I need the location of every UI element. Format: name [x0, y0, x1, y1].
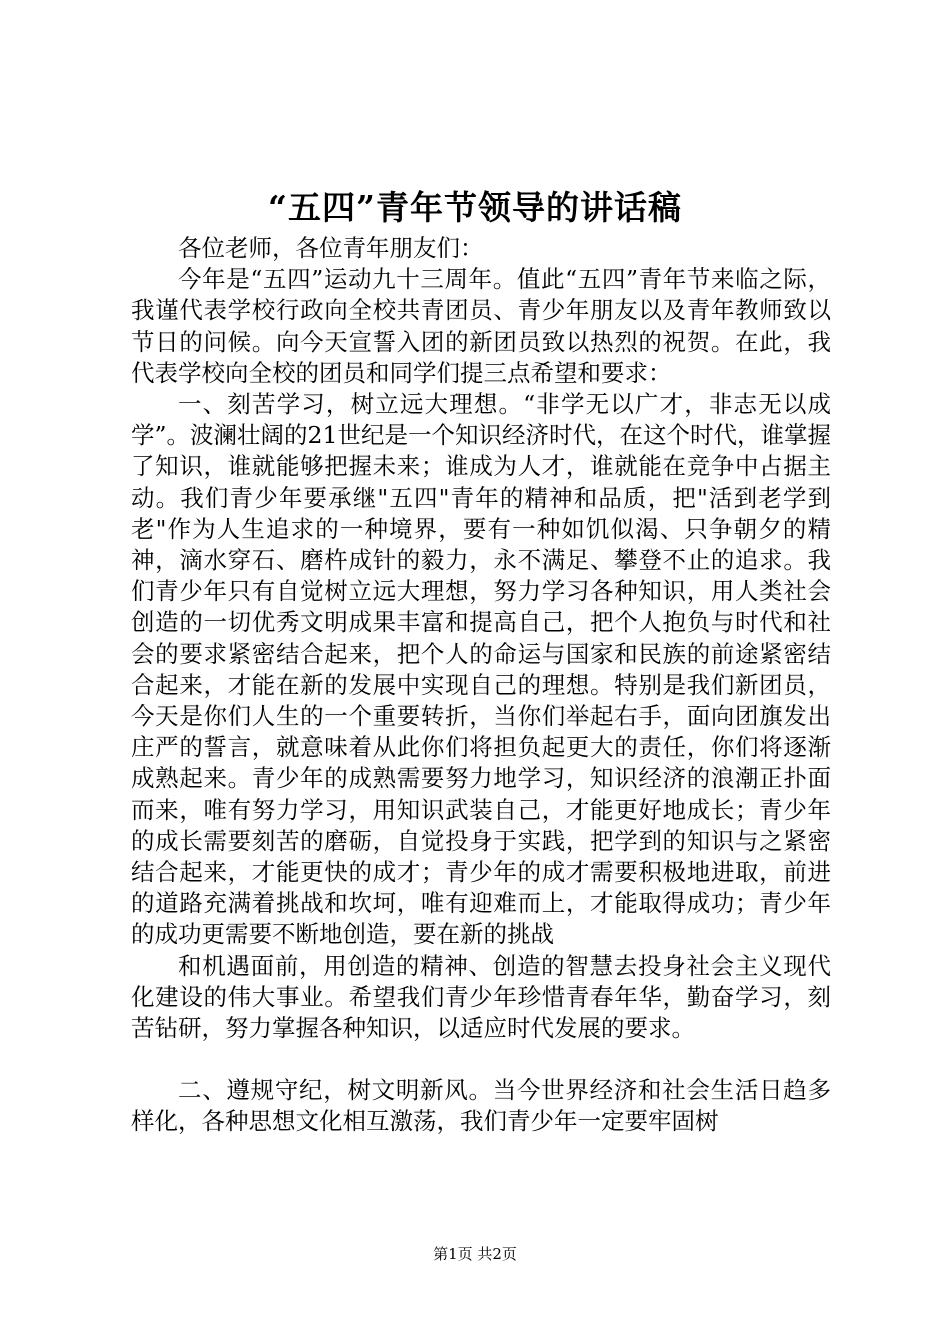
document-title: “五四”青年节领导的讲话稿 — [268, 188, 682, 227]
document-body — [131, 233, 831, 1138]
page-number-footer: 第1页 共2页 — [433, 1245, 517, 1263]
intro-paragraph: 今年是“五四”运动九十三周年。值此“五四”青年节来临之际，我谨代表学校行政向全校共青团员、青少年朋友以及青年教师致以节日的问候。向今天宣誓入团的新团员致以热烈的祝贺。在此，我代表学校向全校的团员和同学们提三点希望和要求： — [131, 265, 831, 387]
section-two-paragraph: 二、遵规守纪，树文明新风。当今世界经济和社会生活日趋多样化，各种思想文化相互激荡，我们青少年一定要牢固树 — [131, 1076, 831, 1136]
salutation-paragraph: 各位老师，各位青年朋友们： — [178, 234, 484, 262]
section-one-paragraph: 一、刻苦学习，树立远大理想。“非学无以广才，非志无以成学”。波澜壮阔的21世纪是一个知识经济时代，在这个时代，谁掌握了知识，谁就能够把握未来；谁成为人才，谁就能在竞争中占据主动。我们青少年要承继"五四"青年的精神和品质，把"活到老学到老"作为人生追求的一种境界，要有一种如饥似渴、只争朝夕的精神，滴水穿石、磨杵成针的毅力，永不满足、攀登不止的追求。我们青少年只有自觉树立远大理想，努力学习各种知识，用人类社会创造的一切优秀文明成果丰富和提高自己，把个人抱负与时代和社会的要求紧密结合起来，把个人的命运与国家和民族的前途紧密结合起来，才能在新的发展中实现自己的理想。特别是我们新团员，今天是你们人生的一个重要转折，当你们举起右手，面向团旗发出庄严的誓言，就意味着从此你们将担负起更大的责任，你们将逐渐成熟起来。青少年的成熟需要努力地学习，知识经济的浪潮正扑面而来，唯有努力学习，用知识武装自己，才能更好地成长；青少年的成长需要刻苦的磨砺，自觉投身于实践，把学到的知识与之紧密结合起来，才能更快的成才；青少年的成才需要积极地进取，前进的道路充满着挑战和坎坷，唯有迎难而上，才能取得成功；青少年的成功更需要不断地创造，要在新的挑战 — [131, 390, 831, 949]
section-one-continuation-paragraph: 和机遇面前，用创造的精神、创造的智慧去投身社会主义现代化建设的伟大事业。希望我们青少年珍惜青春年华，勤奋学习，刻苦钻研，努力掌握各种知识，以适应时代发展的要求。 — [131, 951, 831, 1043]
